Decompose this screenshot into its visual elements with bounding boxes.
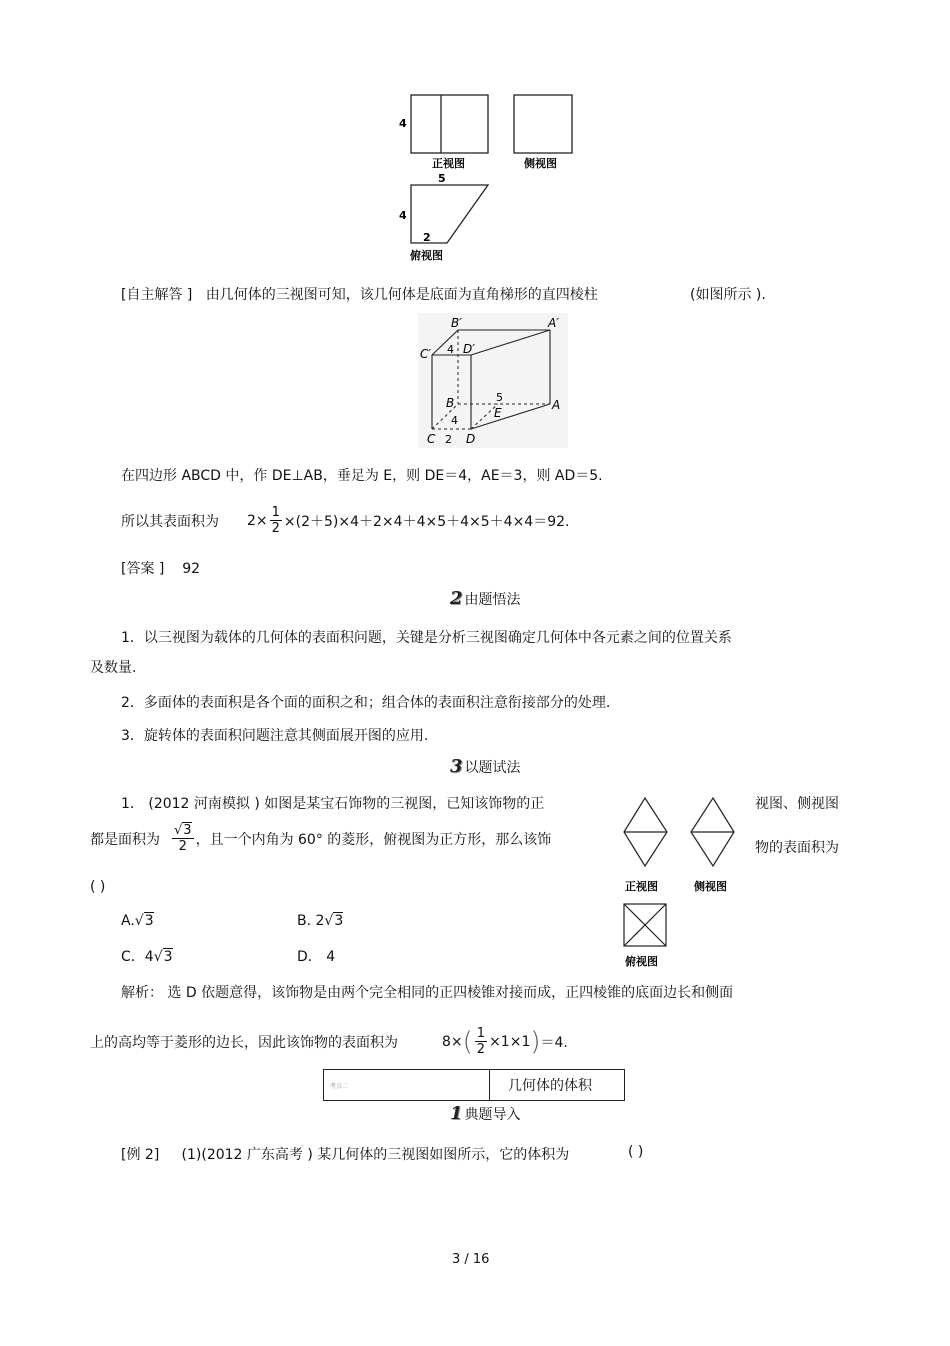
fraction-numerator: 1 — [476, 1026, 486, 1041]
sqrt-symbol: √3 — [153, 949, 173, 965]
section-number-2: 2 — [450, 588, 463, 609]
label-4-top: 4 — [447, 343, 454, 356]
fraction-one-half — [270, 505, 282, 536]
top-view-label-5: 5 — [438, 172, 446, 185]
left-paren-icon: ( — [462, 1026, 473, 1057]
right-prism-figure — [418, 313, 568, 448]
section-number-3: 3 — [450, 756, 463, 777]
solution-line — [121, 284, 598, 304]
example-2-blank: ( ) — [628, 1144, 644, 1160]
method-item-2: 2．多面体的表面积是各个面的面积之和；组合体的表面积注意衔接部分的处理. — [121, 695, 611, 711]
analysis-b: ×1×1 — [489, 1033, 531, 1050]
analysis-a: 8× — [442, 1033, 463, 1050]
vertex-E: E — [494, 406, 502, 420]
volume-topic-left-text: 考点二 — [330, 1082, 349, 1090]
analysis-c: ＝4. — [540, 1034, 568, 1051]
option-C[interactable] — [121, 946, 173, 966]
radicand: 3 — [183, 823, 192, 838]
quadrilateral-line: 在四边形 ABCD 中，作 DE⊥AB，垂足为 E，则 DE＝4，AE＝3，则 AD＝5. — [121, 468, 603, 484]
exercise-area-prefix: 都是面积为 — [90, 831, 160, 848]
method-item-1-cont: 及数量. — [90, 660, 137, 676]
gem-front-caption: 正视图 — [625, 880, 658, 893]
option-A[interactable] — [121, 913, 154, 929]
method-item-3: 3．旋转体的表面积问题注意其侧面展开图的应用. — [121, 728, 429, 744]
exercise-line-2 — [90, 823, 551, 854]
option-B[interactable] — [297, 913, 343, 929]
solution-tag: [自主解答 ] — [121, 287, 193, 303]
surface-area-b: ×(2＋5)×4＋2×4＋4×5＋4×5＋4×4＝92. — [283, 513, 570, 530]
gem-three-views-figure — [612, 793, 747, 973]
example-2-tag: [例 2] — [121, 1147, 160, 1163]
sqrt-symbol: √3 — [174, 823, 192, 838]
section-heading-1: 典题导入 — [464, 1106, 521, 1123]
option-C-label: C．4 — [121, 949, 154, 965]
gem-top-caption: 俯视图 — [625, 955, 658, 968]
example-2-line — [121, 1144, 569, 1164]
fraction-denominator: 2 — [476, 1042, 486, 1057]
surface-area-prefix: 所以其表面积为 — [121, 513, 219, 530]
vertex-B-prime: B′ — [451, 316, 462, 330]
top-view-caption: 俯视图 — [410, 249, 443, 262]
front-view-caption: 正视图 — [432, 157, 465, 170]
section-title-3 — [450, 756, 521, 777]
three-views-figure-1 — [390, 85, 590, 265]
label-4-mid: 4 — [451, 414, 458, 427]
option-D[interactable]: D． 4 — [297, 949, 336, 965]
vertex-A-prime: A′ — [548, 316, 559, 330]
gem-side-caption: 侧视图 — [694, 880, 727, 893]
exercise-line-1: 1． (2012 河南模拟 ) 如图是某宝石饰物的三视图，已知该饰物的正 — [121, 796, 545, 812]
exercise-area-mid: ，且一个内角为 60° 的菱形，俯视图为正方形，那么该饰 — [195, 831, 552, 848]
vertex-D: D — [466, 432, 476, 446]
fraction-numerator — [172, 823, 194, 839]
method-item-1: 1．以三视图为载体的几何体的表面积问题，关键是分析三视图确定几何体中各元素之间的位置关系 — [121, 630, 732, 646]
volume-topic-box — [323, 1069, 625, 1101]
example-2-text: (1)(2012 广东高考 ) 某几何体的三视图如图所示，它的体积为 — [181, 1147, 570, 1163]
fraction-denominator: 2 — [271, 521, 280, 536]
sqrt-symbol: √3 — [134, 913, 154, 929]
solution-note: (如图所示 ). — [690, 287, 766, 303]
radicand: 3 — [334, 913, 344, 929]
analysis-line-2 — [90, 1026, 568, 1057]
option-A-label: A. — [121, 913, 135, 929]
surface-area-line — [121, 505, 569, 536]
option-B-label: B. 2 — [297, 913, 325, 929]
front-view-height-label: 4 — [399, 117, 407, 130]
fraction-denominator: 2 — [178, 839, 187, 854]
vertex-D-prime: D′ — [463, 342, 475, 356]
volume-topic-left — [324, 1070, 490, 1100]
vertex-A: A — [552, 398, 561, 412]
page-number: 3 / 16 — [452, 1252, 490, 1267]
radicand: 3 — [144, 913, 154, 929]
analysis-line-1: 解析： 选 D 依题意得，该饰物是由两个完全相同的正四棱锥对接而成，正四棱锥的底面边长和侧面 — [121, 985, 734, 1001]
answer-tag: [答案 ] — [121, 561, 165, 577]
section-heading-3: 以题试法 — [464, 759, 521, 776]
section-number-1: 1 — [450, 1103, 463, 1124]
radicand: 3 — [163, 949, 173, 965]
label-2: 2 — [445, 433, 452, 446]
right-paren-icon: ) — [530, 1026, 541, 1057]
surface-area-a: 2× — [247, 512, 268, 529]
exercise-line-1-right: 视图、侧视图 — [755, 796, 839, 812]
section-title-2 — [450, 588, 521, 609]
volume-topic-title: 几何体的体积 — [508, 1078, 592, 1094]
section-heading-2: 由题悟法 — [464, 591, 521, 608]
analysis-prefix: 上的高均等于菱形的边长，因此该饰物的表面积为 — [90, 1034, 398, 1051]
side-view-caption: 侧视图 — [524, 157, 557, 170]
top-view-label-4: 4 — [399, 209, 407, 222]
section-title-1 — [450, 1103, 521, 1124]
vertex-C: C — [427, 432, 436, 446]
solution-text: 由几何体的三视图可知，该几何体是底面为直角梯形的直四棱柱 — [205, 287, 598, 303]
fraction-numerator: 1 — [271, 505, 280, 520]
sqrt-symbol: √3 — [324, 913, 344, 929]
vertex-C-prime: C′ — [420, 347, 432, 361]
exercise-line-2-right: 物的表面积为 — [755, 840, 839, 856]
answer-line — [121, 558, 200, 578]
vertex-B: B — [446, 396, 455, 410]
label-5: 5 — [496, 391, 503, 404]
exercise-blank: ( ) — [90, 879, 106, 895]
fraction-one-half — [475, 1026, 487, 1057]
answer-value: 92 — [182, 561, 201, 577]
top-view-label-2: 2 — [423, 231, 431, 244]
fraction-sqrt3-over-2 — [172, 823, 194, 854]
